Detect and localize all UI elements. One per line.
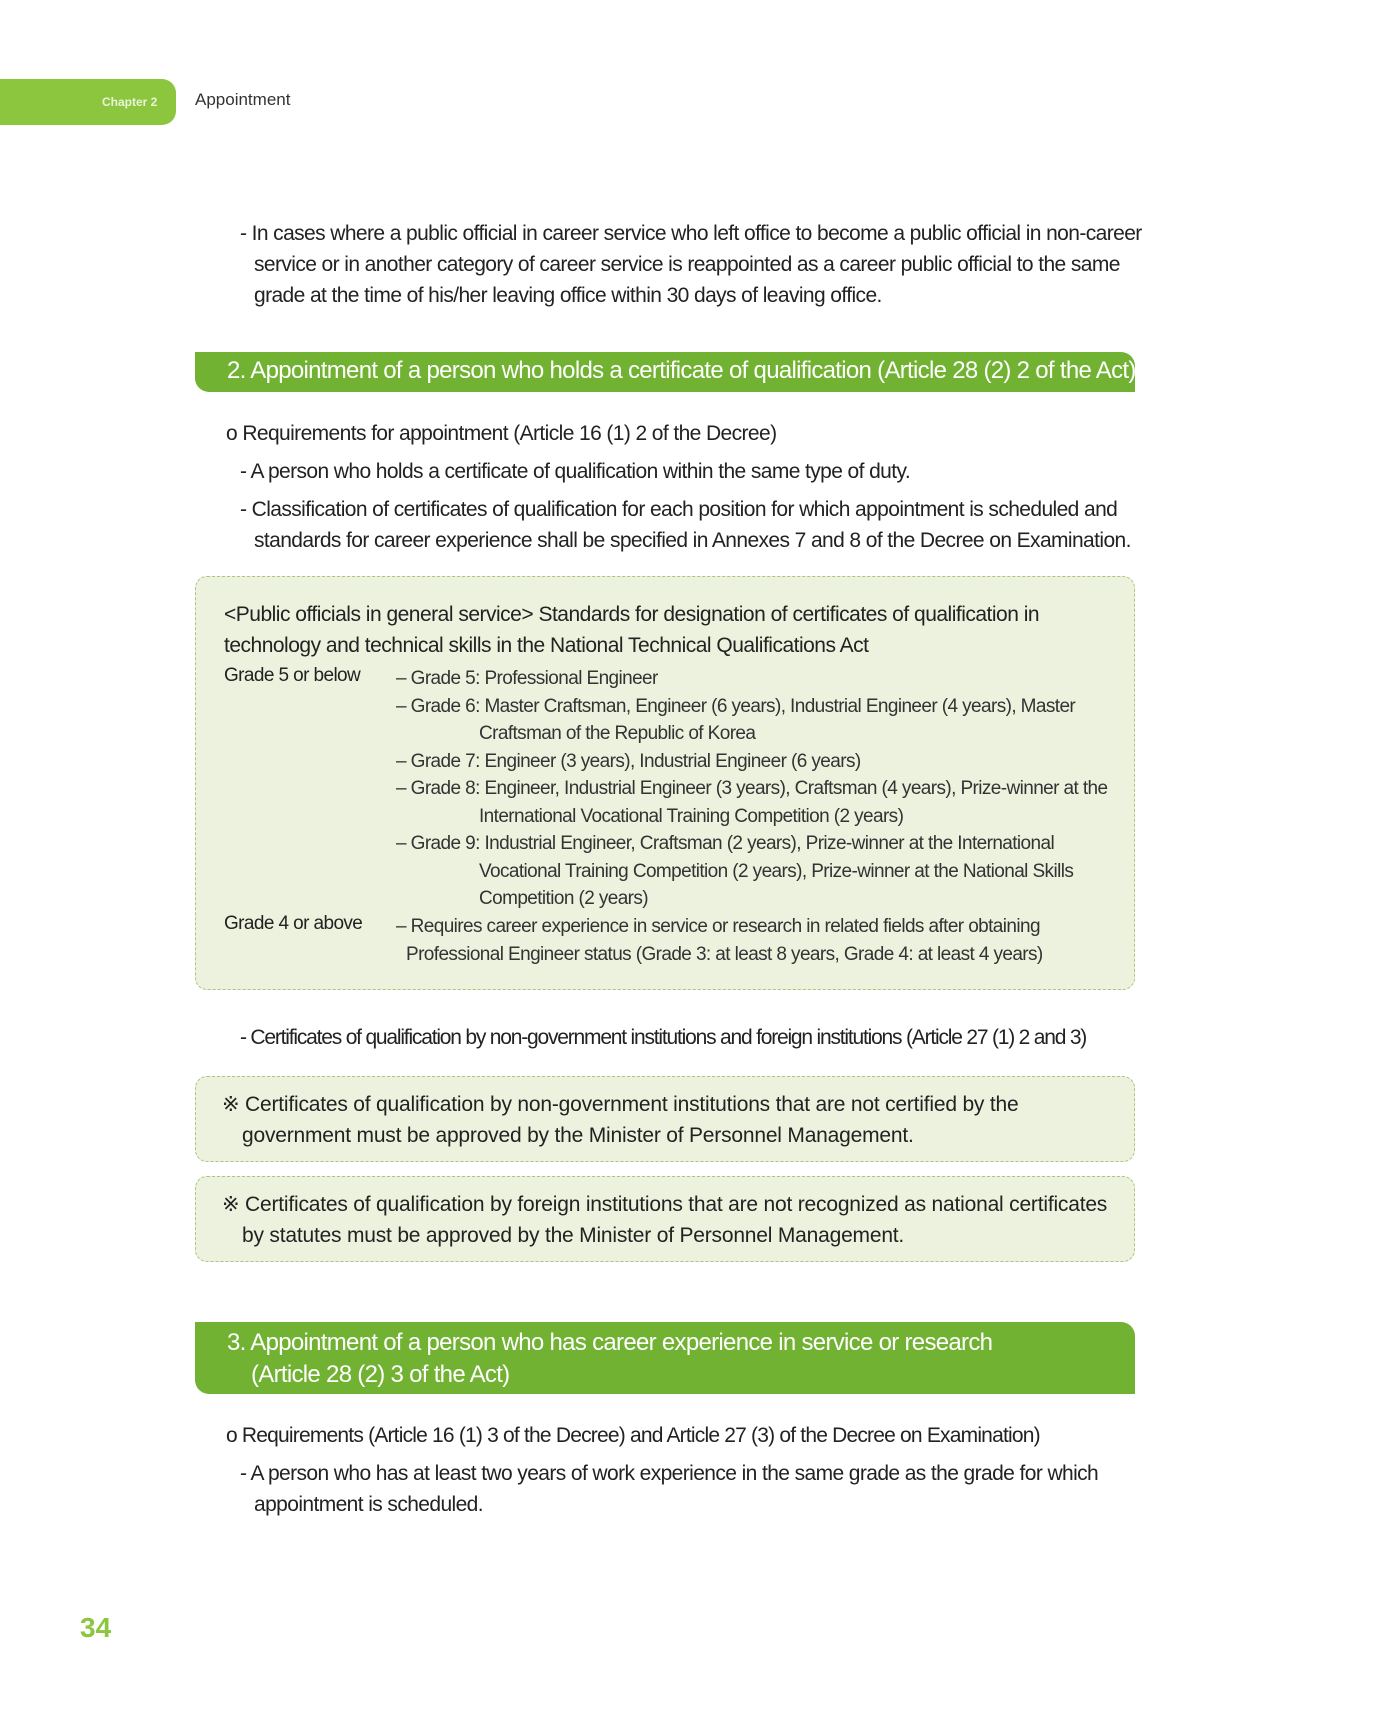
- section-2-item-2: - Classification of certificates of qualification for each position for which appointment is scheduled and standards for career experience shall be specified in Annexes 7 and 8 of the Decree on Examination.: [240, 498, 1131, 552]
- grade5-line: Vocational Training Competition (2 years), Prize-winner at the National Skills: [479, 860, 1074, 882]
- grade5-label: Grade 5 or below: [224, 665, 361, 686]
- grade5-line: International Vocational Training Competition (2 years): [479, 805, 904, 827]
- note-box-1: [195, 1076, 1135, 1162]
- chapter-title: Appointment: [195, 90, 291, 109]
- grade5-list: [396, 665, 1136, 913]
- section-2-requirement: o Requirements for appointment (Article 16 (1) 2 of the Decree): [226, 422, 777, 445]
- chapter-tab: Chapter 2: [0, 79, 176, 125]
- grade4-line: – Requires career experience in service or research in related fields after obtaining: [396, 916, 1040, 937]
- section-3-heading-line-1: 3. Appointment of a person who has career experience in service or research: [227, 1329, 993, 1356]
- grade5-line: – Grade 8: Engineer, Industrial Engineer (3 years), Craftsman (4 years), Prize-winner at the: [396, 778, 1108, 799]
- grade5-line: – Grade 7: Engineer (3 years), Industrial Engineer (6 years): [396, 750, 861, 772]
- grade5-line: – Grade 5: Professional Engineer: [396, 668, 658, 689]
- grade4-line: Professional Engineer status (Grade 3: at least 8 years, Grade 4: at least 4 years): [406, 943, 1043, 965]
- note-1-text: ※ Certificates of qualification by non-government institutions that are not certified by the government must be approved by the Minister of Personnel Management.: [222, 1093, 1019, 1147]
- note-box-2: [195, 1176, 1135, 1262]
- grade5-line: – Grade 9: Industrial Engineer, Craftsman (2 years), Prize-winner at the International: [396, 833, 1055, 854]
- section-2-heading: 2. Appointment of a person who holds a certificate of qualification (Article 28 (2) 2 of the Act): [195, 352, 1135, 392]
- page-number: 34: [80, 1612, 112, 1643]
- section-3-heading: [195, 1322, 1135, 1394]
- grade4-list: [396, 913, 1136, 968]
- grade5-line: – Grade 6: Master Craftsman, Engineer (6 years), Industrial Engineer (4 years), Master: [396, 695, 1076, 717]
- certificates-item: - Certificates of qualification by non-government institutions and foreign institutions (Article 27 (1) 2 and 3): [240, 1026, 1087, 1049]
- section-3-item: - A person who has at least two years of work experience in the same grade as the grade for which appointment is scheduled.: [240, 1462, 1099, 1516]
- grade5-line: Craftsman of the Republic of Korea: [479, 723, 756, 744]
- intro-list-item: - In cases where a public official in career service who left office to become a public official in non-career service or in another category of career service is reappointed as a career public official to the same grade at the time of his/her leaving office within 30 days of leaving office.: [240, 222, 1142, 307]
- section-2-item-1: - A person who holds a certificate of qualification within the same type of duty.: [240, 460, 911, 483]
- standards-box-title: <Public officials in general service> Standards for designation of certificates of qualification in technology and technical skills in the National Technical Qualifications Act: [224, 603, 1040, 657]
- grade4-label: Grade 4 or above: [224, 913, 363, 934]
- section-3-requirement: o Requirements (Article 16 (1) 3 of the Decree) and Article 27 (3) of the Decree on Examination): [226, 1424, 1040, 1447]
- note-2-text: ※ Certificates of qualification by foreign institutions that are not recognized as national certificates by statutes must be approved by the Minister of Personnel Management.: [222, 1193, 1108, 1247]
- grade5-line: Competition (2 years): [479, 888, 649, 909]
- qualification-standards-box: [195, 576, 1135, 990]
- section-3-heading-line-2: (Article 28 (2) 3 of the Act): [251, 1361, 510, 1388]
